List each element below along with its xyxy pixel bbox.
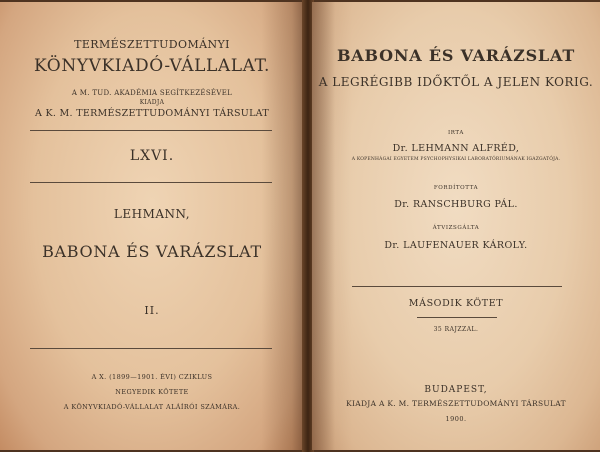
issued-by: KIADJA xyxy=(139,99,165,106)
title-page-subtitle: A LEGRÉGIBB IDŐKTŐL A JELEN KORIG. xyxy=(318,75,594,89)
imprint-publisher: KIADJA A K. M. TERMÉSZETTUDOMÁNYI TÁRSULAT xyxy=(346,399,566,408)
support-line: A M. TUD. AKADÉMIA SEGÍTKEZÉSÉVEL xyxy=(71,89,233,97)
cycle-volume: NEGYEDIK KÖTETE xyxy=(115,388,189,396)
author-name: LEHMANN, xyxy=(113,207,191,221)
title-page-title: BABONA ÉS VARÁZSLAT xyxy=(336,46,576,65)
society-name: A K. M. TERMÉSZETTUDOMÁNYI TÁRSULAT xyxy=(35,108,269,119)
series-number: LXVI. xyxy=(129,148,175,164)
cycle-line: A X. (1899—1901. ÉVI) CZIKLUS xyxy=(91,373,213,381)
translated-by-label: FORDÍTOTTA xyxy=(433,185,479,191)
divider-rule xyxy=(417,317,497,318)
publisher-line-1: TERMÉSZETTUDOMÁNYI xyxy=(74,38,230,51)
divider-rule xyxy=(30,348,272,349)
book-title: BABONA ÉS VARÁZSLAT xyxy=(42,242,262,261)
author-name: Dr. LEHMANN ALFRÉD, xyxy=(392,143,520,154)
divider-rule xyxy=(30,182,272,183)
written-by-label: IRTA xyxy=(448,130,464,136)
divider-rule xyxy=(352,286,562,287)
publisher-line-2: KÖNYVKIADÓ-VÁLLALAT. xyxy=(33,56,271,76)
author-affiliation: A KOPENHÁGAI EGYETEM PSYCHOPHYSIKAI LABORATÓRIUMÁNAK IGAZGATÓJA. xyxy=(351,157,561,162)
left-page xyxy=(0,2,304,450)
right-page xyxy=(312,2,600,450)
divider-rule xyxy=(30,130,272,131)
volume-number: II. xyxy=(144,304,160,317)
subscribers-line: A KÖNYVKIADÓ-VÁLLALAT ALÁÍRÓI SZÁMÁRA. xyxy=(63,403,241,411)
imprint-city: BUDAPEST, xyxy=(424,385,488,395)
translator-name: Dr. RANSCHBURG PÁL. xyxy=(394,199,518,210)
illustrations-note: 35 RAJZZAL. xyxy=(433,326,479,333)
volume-label: MÁSODIK KÖTET xyxy=(408,298,504,309)
imprint-year: 1900. xyxy=(445,415,467,423)
reviewed-by-label: ÁTVIZSGÁLTA xyxy=(432,225,480,231)
reviewer-name: Dr. LAUFENAUER KÁROLY. xyxy=(384,240,528,251)
